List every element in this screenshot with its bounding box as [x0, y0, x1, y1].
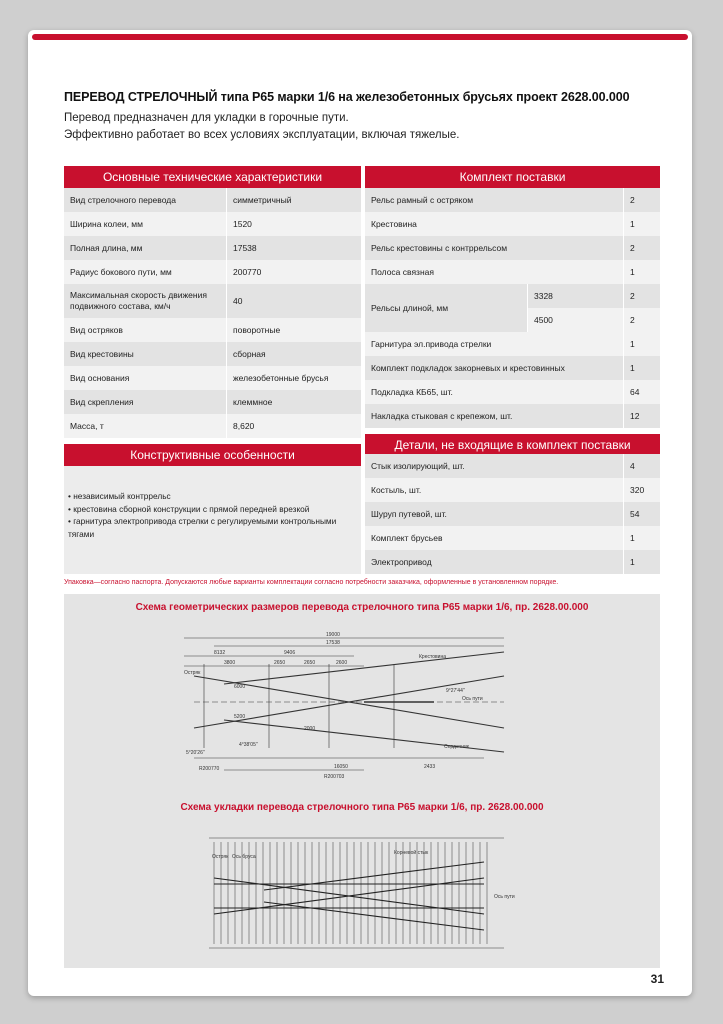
features-header: Конструктивные особенности — [64, 444, 361, 466]
table-row — [365, 454, 660, 478]
table-row — [365, 260, 660, 284]
scheme2-title: Схема укладки перевода стрелочного типа Р65 марки 1/6, пр. 2628.00.000 — [180, 802, 544, 813]
scheme-label: Сердечник — [444, 744, 469, 750]
row-value: 200770 — [227, 260, 362, 284]
extras-table — [365, 454, 660, 574]
table-row — [64, 188, 361, 212]
row-value: 17538 — [227, 236, 362, 260]
page-number: 31 — [650, 972, 664, 986]
table-row — [365, 332, 660, 356]
row-label: Рельсы длиной, мм — [365, 284, 528, 332]
row-value: 1 — [624, 260, 661, 284]
row-label: Ширина колеи, мм — [64, 212, 227, 236]
table-row — [365, 478, 660, 502]
table-row — [365, 404, 660, 428]
row-value: 2 — [624, 236, 661, 260]
row-label: Рельс рамный с остряком — [365, 188, 624, 212]
kit-table — [365, 188, 660, 428]
table-row — [365, 526, 660, 550]
scheme-label: 9°27'44" — [446, 688, 465, 694]
specs-header: Основные технические характеристики — [64, 166, 361, 188]
row-label: Крестовина — [365, 212, 624, 236]
features-list — [64, 466, 361, 574]
row-value: 64 — [624, 380, 661, 404]
extras-header: Детали, не входящие в комплект поставки — [365, 434, 660, 456]
dim-label: 2650 — [274, 660, 286, 666]
layout-scheme-drawing — [64, 818, 660, 966]
table-row — [365, 356, 660, 380]
dim-label: 19000 — [326, 632, 340, 638]
scheme-label: Ось пути — [462, 696, 483, 702]
row-label: Полная длина, мм — [64, 236, 227, 260]
scheme-label: Крестовина — [419, 654, 446, 660]
table-row — [365, 502, 660, 526]
table-row — [365, 284, 660, 332]
dim-label: 2600 — [336, 660, 348, 666]
row-label: Рельс крестовины с контррельсом — [365, 236, 624, 260]
dim-label: 2000 — [304, 726, 316, 732]
dim-label: R200770 — [199, 766, 220, 772]
dim-label: 2433 — [424, 764, 436, 770]
feature-item: • крестовина сборной конструкции с прямой передней врезкой — [68, 503, 310, 514]
row-label: Максимальная скорость движения подвижного состава, км/ч — [64, 284, 227, 318]
row-label: Подкладка КБ65, шт. — [365, 380, 624, 404]
row-label: Шуруп путевой, шт. — [365, 502, 624, 526]
row-label: Вид крестовины — [64, 342, 227, 366]
row-value: симметричный — [227, 188, 362, 212]
table-row — [64, 390, 361, 414]
rail-length: 4500 — [528, 308, 624, 332]
row-value: 2 — [624, 284, 660, 308]
table-row — [365, 188, 660, 212]
scheme-label: Ось пути — [494, 894, 515, 900]
page — [28, 30, 692, 996]
row-label: Радиус бокового пути, мм — [64, 260, 227, 284]
row-label: Вид скрепления — [64, 390, 227, 414]
dim-label: 9406 — [284, 650, 296, 656]
table-row — [365, 380, 660, 404]
row-value: 40 — [227, 284, 362, 318]
table-row — [64, 236, 361, 260]
row-label: Костыль, шт. — [365, 478, 624, 502]
dim-label: 17538 — [326, 640, 340, 646]
table-row — [64, 260, 361, 284]
row-value: 1 — [624, 332, 661, 356]
row-label: Полоса связная — [365, 260, 624, 284]
dim-label: 2650 — [304, 660, 316, 666]
scheme-label: Корневой стык — [394, 850, 429, 856]
feature-item: тягами — [68, 528, 95, 539]
specs-table — [64, 188, 361, 438]
row-value: 4 — [624, 454, 661, 478]
row-value: 1 — [624, 212, 661, 236]
row-value: 8,620 — [227, 414, 362, 438]
scheme-label: Остряк — [184, 670, 201, 676]
scheme-label: Ось бруса — [232, 854, 256, 860]
table-row — [64, 318, 361, 342]
row-label: Комплект брусьев — [365, 526, 624, 550]
row-value: клеммное — [227, 390, 362, 414]
row-label: Масса, т — [64, 414, 227, 438]
row-label: Накладка стыковая с крепежом, шт. — [365, 404, 624, 428]
table-row — [365, 236, 660, 260]
intro-line: Перевод предназначен для укладки в горочные пути. — [64, 112, 349, 124]
table-row — [64, 284, 361, 318]
table-row — [64, 342, 361, 366]
row-label: Гарнитура эл.привода стрелки — [365, 332, 624, 356]
intro-text — [64, 110, 460, 144]
top-accent-bar — [32, 34, 688, 40]
geometry-scheme-drawing — [64, 618, 660, 788]
table-row — [365, 550, 660, 574]
dim-label: 5200 — [234, 714, 246, 720]
row-value: 1 — [624, 550, 661, 574]
row-value: железобетонные брусья — [227, 366, 362, 390]
table-row — [64, 414, 361, 438]
row-value: сборная — [227, 342, 362, 366]
dim-label: 6000 — [234, 684, 246, 690]
page-title: ПЕРЕВОД СТРЕЛОЧНЫЙ типа Р65 марки 1/6 на железобетонных брусьях проект 2628.00.000 — [64, 90, 630, 104]
kit-header: Комплект поставки — [365, 166, 660, 188]
scheme-label: Остряк — [212, 854, 229, 860]
feature-item: • гарнитура электропривода стрелки с регулируемыми контрольными — [68, 516, 337, 526]
table-row — [64, 366, 361, 390]
intro-line: Эффективно работает во всех условиях эксплуатации, включая тяжелые. — [64, 129, 460, 141]
row-value: 2 — [624, 188, 661, 212]
dim-label: 16050 — [334, 764, 348, 770]
row-label: Вид основания — [64, 366, 227, 390]
row-label: Вид стрелочного перевода — [64, 188, 227, 212]
row-value: 1520 — [227, 212, 362, 236]
row-value: 320 — [624, 478, 661, 502]
dim-label: R200703 — [324, 774, 345, 780]
packaging-note: Упаковка—согласно паспорта. Допускаются любые варианты комплектации согласно потребности заказчика, оформленные в установленном порядке. — [64, 579, 559, 586]
row-value: 12 — [624, 404, 661, 428]
row-value: поворотные — [227, 318, 362, 342]
schemes-panel — [64, 594, 660, 968]
table-row — [64, 212, 361, 236]
row-label: Вид остряков — [64, 318, 227, 342]
feature-item: • независимый контррельс — [68, 491, 171, 501]
row-value: 1 — [624, 356, 661, 380]
row-value: 2 — [624, 308, 660, 332]
row-value: 54 — [624, 502, 661, 526]
rail-length: 3328 — [528, 284, 624, 308]
dim-label: 3800 — [224, 660, 236, 666]
row-label: Комплект подкладок закорневых и крестовинных — [365, 356, 624, 380]
scheme-label: 4°38'05" — [239, 742, 258, 748]
row-label: Электропривод — [365, 550, 624, 574]
dim-label: 8132 — [214, 650, 226, 656]
row-label: Стык изолирующий, шт. — [365, 454, 624, 478]
row-value: 1 — [624, 526, 661, 550]
table-row — [365, 212, 660, 236]
scheme-label: 5°20'26" — [186, 750, 205, 756]
scheme1-title: Схема геометрических размеров перевода стрелочного типа Р65 марки 1/6, пр. 2628.00.000 — [135, 602, 589, 613]
